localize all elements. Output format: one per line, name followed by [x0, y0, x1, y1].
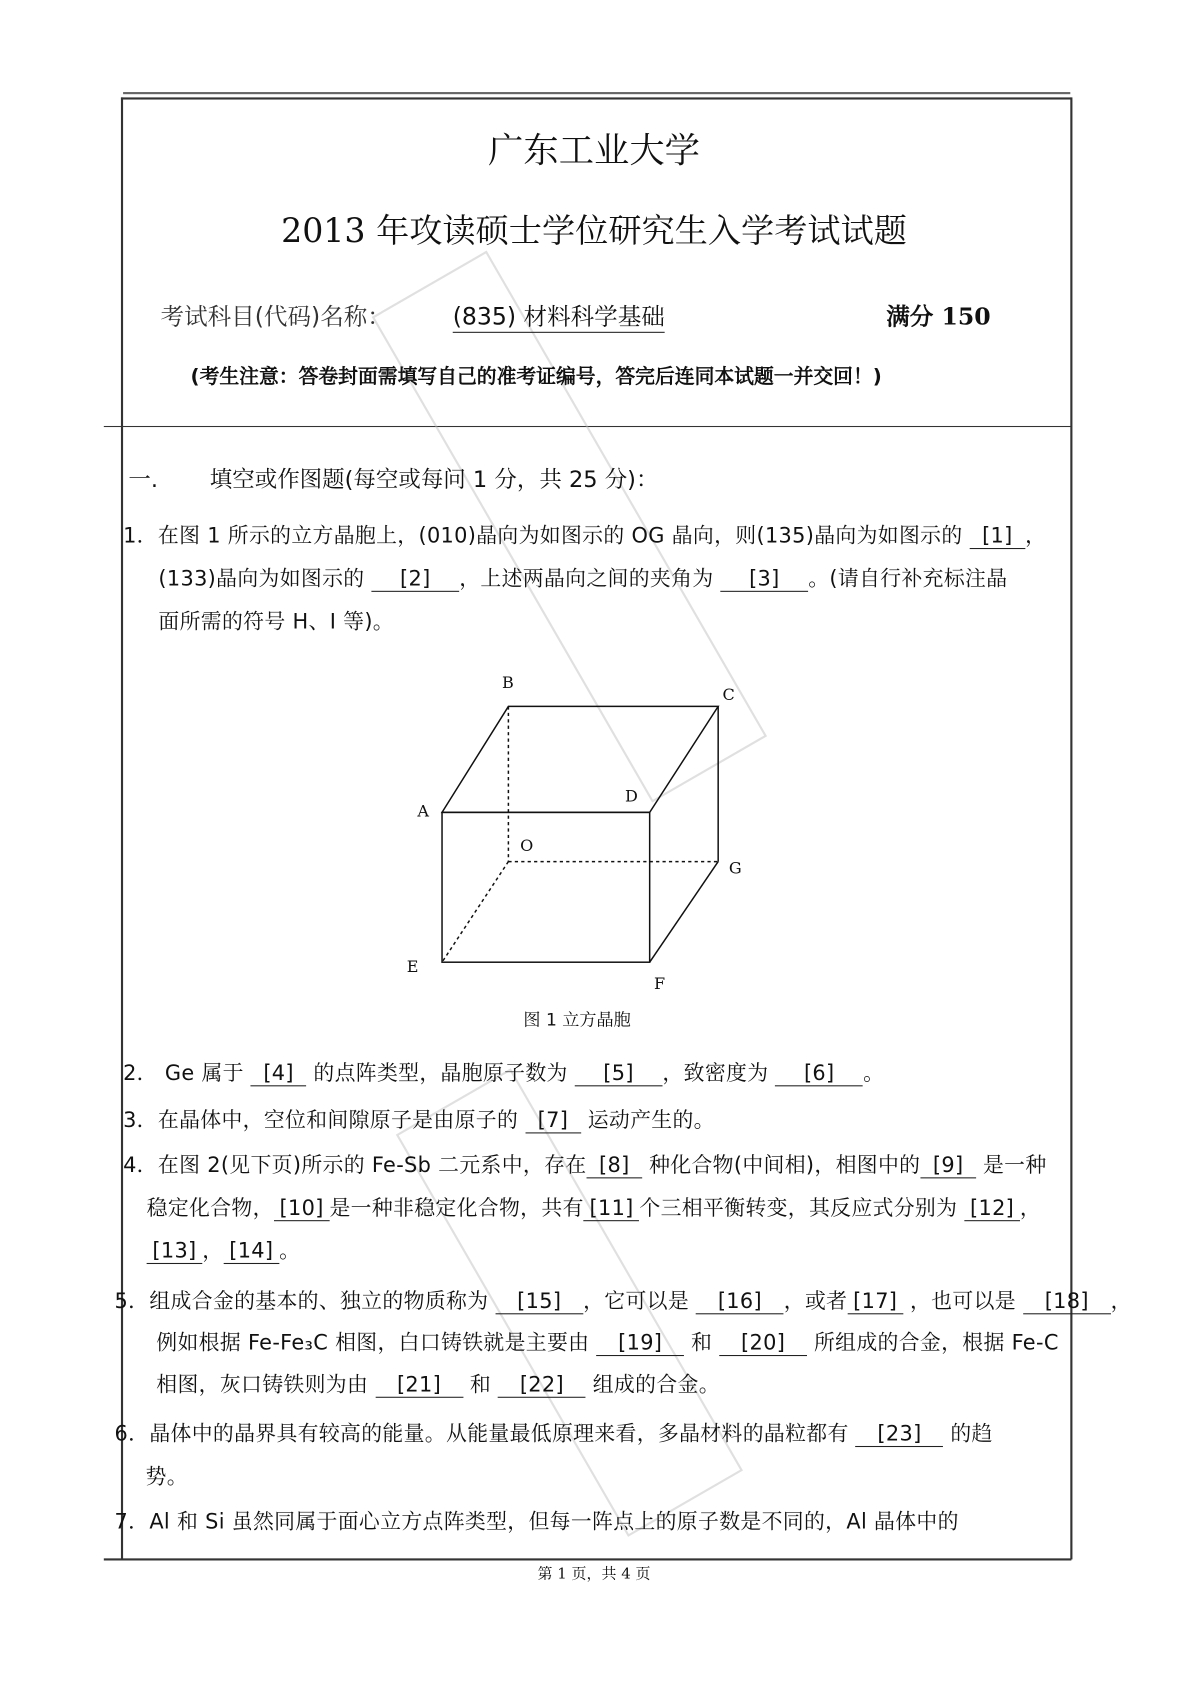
answer-blank: [5] — [575, 1062, 663, 1087]
frame-top — [121, 97, 1071, 99]
answer-blank: [15] — [495, 1290, 583, 1315]
question-line — [158, 562, 1007, 592]
question-text: 稳定化合物， — [146, 1195, 274, 1221]
subject-label: 考试科目(代码)名称： — [160, 303, 391, 331]
question-text: ，或者 — [783, 1288, 848, 1314]
question-text: 势。 — [145, 1464, 188, 1489]
question-line — [156, 1326, 1058, 1356]
cubic-cell-figure — [396, 669, 760, 1001]
question-text: 运动产生的。 — [580, 1107, 715, 1133]
vertex-label-a: A — [417, 801, 430, 821]
question-text: 7．Al 和 Si 虽然同属于面心立方点阵类型，但每一阵点上的原子数是不同的，Al 晶体中的 — [114, 1509, 959, 1534]
full-score: 满分 150 — [886, 302, 991, 331]
answer-blank: [18] — [1023, 1290, 1111, 1315]
section-number: 一. — [128, 466, 159, 493]
answer-blank: [2] — [371, 567, 459, 592]
question-line — [147, 1234, 301, 1264]
question-line — [156, 1368, 720, 1398]
question-text: 组成的合金。 — [585, 1372, 720, 1397]
notice: (考生注意：答卷封面需填写自己的准考证编号，答完后连同本试题一并交回！) — [190, 366, 882, 389]
answer-blank: [1] — [970, 524, 1026, 549]
vertex-label-c: C — [722, 684, 735, 704]
question-text: 2． Ge 属于 — [123, 1060, 251, 1086]
question-text: 和 — [684, 1330, 720, 1355]
question-text: 个三相平衡转变，其反应式分别为 — [639, 1195, 965, 1221]
question-text: 4．在图 2(见下页)所示的 Fe-Sb 二元系中，存在 — [123, 1152, 587, 1178]
answer-blank: [12] — [964, 1197, 1020, 1222]
question-text: 面所需的符号 H、I 等)。 — [158, 609, 395, 634]
answer-blank: [4] — [251, 1062, 307, 1087]
question-line — [123, 519, 1046, 549]
question-text: 的趋 — [943, 1421, 993, 1446]
question-text: ，致密度为 — [662, 1060, 776, 1086]
question-text: 。 — [279, 1238, 301, 1263]
question-text: 。(请自行补充标注晶 — [808, 566, 1008, 591]
question-line — [115, 1417, 993, 1447]
answer-blank: [20] — [719, 1331, 807, 1356]
question-text: 所组成的合金，根据 Fe-C — [806, 1330, 1059, 1355]
question-text: 3．在晶体中，空位和间隙原子是由原子的 — [123, 1107, 526, 1133]
answer-blank: [10] — [274, 1197, 330, 1222]
answer-blank: [8] — [586, 1154, 642, 1179]
question-text: ， — [1025, 523, 1047, 548]
vertex-label-d: D — [625, 786, 638, 806]
question-line — [123, 1103, 715, 1133]
cube-front-face — [442, 812, 650, 962]
cube-top-face — [442, 706, 718, 812]
question-line — [158, 605, 394, 635]
answer-blank: [9] — [920, 1154, 976, 1179]
question-text: 和 — [462, 1372, 499, 1397]
answer-blank: [3] — [720, 567, 808, 592]
question-text: 例如根据 Fe-Fe₃C 相图，白口铸铁就是主要由 — [156, 1330, 597, 1355]
question-line — [115, 1284, 1132, 1314]
answer-blank: [21] — [375, 1373, 463, 1398]
question-text: 5．组成合金的基本的、独立的物质称为 — [114, 1288, 496, 1314]
question-text: ， — [202, 1238, 224, 1263]
answer-blank: [16] — [696, 1290, 784, 1315]
cube-edge-fg — [650, 862, 718, 963]
question-text: 1．在图 1 所示的立方晶胞上，(010)晶向为如图示的 OG 晶向，则(135)晶向为如图示的 — [123, 523, 970, 548]
vertex-label-e: E — [406, 956, 419, 976]
question-text: 6．晶体中的晶界具有较高的能量。从能量最低原理来看，多晶材料的晶粒都有 — [114, 1421, 856, 1446]
answer-blank: [23] — [856, 1422, 944, 1447]
question-line — [123, 1148, 1046, 1178]
vertex-label-b: B — [501, 673, 514, 693]
frame-bottom — [104, 1558, 1072, 1560]
answer-blank: [6] — [775, 1062, 863, 1087]
page-footer: 第 1 页，共 4 页 — [537, 1565, 651, 1583]
answer-blank: [11] — [584, 1197, 640, 1222]
question-line — [146, 1460, 188, 1490]
answer-blank: [19] — [596, 1331, 684, 1356]
question-line — [123, 1056, 884, 1086]
question-text: 的点阵类型，晶胞原子数为 — [306, 1060, 575, 1086]
question-text: ， — [1019, 1195, 1042, 1221]
question-text: 是一种 — [975, 1152, 1047, 1178]
question-line — [147, 1191, 1041, 1221]
answer-blank: [17] — [847, 1290, 903, 1315]
frame-left — [121, 97, 123, 1559]
frame-right — [1070, 97, 1072, 1559]
exam-title: 2013 年攻读硕士学位研究生入学考试试题 — [281, 211, 907, 251]
university-name: 广东工业大学 — [488, 129, 700, 172]
vertex-label-f: F — [653, 973, 666, 993]
question-text: ，也可以是 — [903, 1288, 1023, 1314]
question-text: 相图，灰口铸铁则为由 — [156, 1372, 376, 1397]
question-text: 。 — [863, 1060, 885, 1086]
question-text: ， — [1110, 1288, 1132, 1314]
question-text: ，上述两晶向之间的夹角为 — [459, 566, 721, 591]
vertex-label-o: O — [520, 835, 534, 855]
answer-blank: [14] — [223, 1239, 279, 1264]
question-text: (133)晶向为如图示的 — [158, 566, 372, 591]
answer-blank: [22] — [498, 1373, 586, 1398]
figure-caption: 图 1 立方晶胞 — [523, 1009, 631, 1030]
vertex-label-g: G — [728, 858, 742, 878]
cube-edge-oe — [442, 862, 508, 963]
question-text: ，它可以是 — [583, 1288, 697, 1314]
subject-value: (835) 材料科学基础 — [453, 299, 665, 333]
question-line — [115, 1505, 959, 1535]
question-text: 是一种非稳定化合物，共有 — [329, 1195, 584, 1221]
answer-blank: [13] — [147, 1239, 203, 1264]
top-rule — [123, 92, 1070, 94]
question-text: 种化合物(中间相)，相图中的 — [642, 1152, 921, 1178]
answer-blank: [7] — [525, 1109, 581, 1134]
section-title: 填空或作图题(每空或每问 1 分，共 25 分)： — [209, 466, 659, 493]
